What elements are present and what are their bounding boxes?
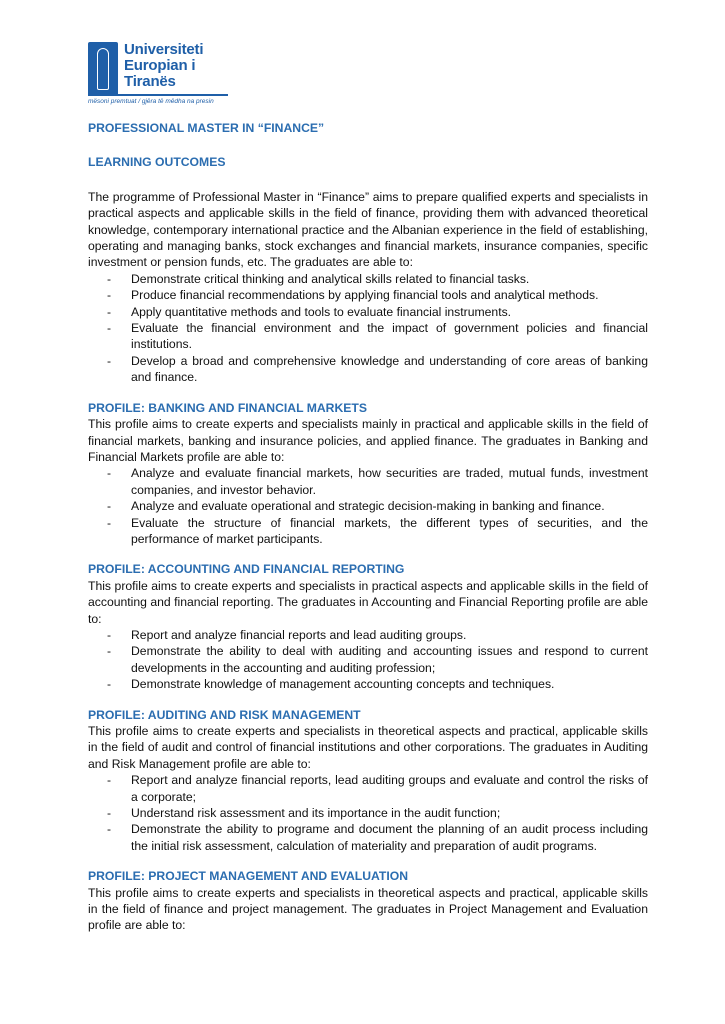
list-item-text: Report and analyze financial reports and lead auditing groups. <box>131 627 467 642</box>
document-body <box>88 120 648 934</box>
bullet-dash: - <box>107 271 112 286</box>
profile-banking-heading: PROFILE: BANKING AND FINANCIAL MARKETS <box>88 400 367 415</box>
list-item <box>88 287 648 303</box>
profile-accounting-intro: This profile aims to create experts and specialists in practical aspects and applicable skills in the field of accounting and financial reporting. The graduates in Accounting and Financial Reporting profile are able to: <box>88 578 648 626</box>
list-item-text: Produce financial recommendations by applying financial tools and analytical methods. <box>131 288 599 303</box>
logo-emblem <box>88 42 118 96</box>
list-item-text: Analyze and evaluate financial markets, how securities are traded, mutual funds, investment companies, and investor behavior. <box>131 466 648 497</box>
list-item <box>88 353 648 386</box>
logo-line-1: Universiteti <box>124 41 204 58</box>
list-item <box>88 515 648 548</box>
list-item-text: Demonstrate critical thinking and analytical skills related to financial tasks. <box>131 271 530 286</box>
list-item-text: Evaluate the structure of financial markets, the different types of securities, and the performance of market participants. <box>131 515 648 546</box>
list-item <box>88 805 648 821</box>
list-item-text: Evaluate the financial environment and the impact of government policies and financial institutions. <box>131 321 648 352</box>
list-item <box>88 821 648 854</box>
tower-icon <box>97 48 109 90</box>
profile-accounting-list <box>88 627 648 693</box>
list-item-text: Develop a broad and comprehensive knowledge and understanding of core areas of banking and finance. <box>131 353 648 385</box>
list-item <box>88 498 648 514</box>
logo-divider <box>88 94 228 96</box>
list-item <box>88 271 648 287</box>
profile-project-intro: This profile aims to create experts and specialists in theoretical aspects and practical, applicable skills in the field of finance and project management. The graduates in Project Management and Evaluation profile are able to: <box>88 885 648 933</box>
bullet-dash: - <box>107 822 112 837</box>
profile-auditing-heading: PROFILE: AUDITING AND RISK MANAGEMENT <box>88 707 361 722</box>
list-item-text: Report and analyze financial reports, lead auditing groups and evaluate and control the risks of a corporate; <box>131 773 648 804</box>
document-title: PROFESSIONAL MASTER IN “FINANCE” <box>88 121 325 135</box>
list-item <box>88 643 648 676</box>
learning-outcomes-heading: LEARNING OUTCOMES <box>88 155 226 170</box>
profile-project-heading: PROFILE: PROJECT MANAGEMENT AND EVALUATION <box>88 869 409 884</box>
list-item-text: Demonstrate the ability to deal with auditing and accounting issues and respond to current developments in the accounting and auditing profession; <box>131 644 648 675</box>
logo-line-2: Europian i <box>124 57 196 74</box>
list-item <box>88 465 648 498</box>
bullet-dash: - <box>107 515 112 530</box>
logo-tagline: mësoni premtuat / gjëra të mëdha na presin <box>88 98 214 105</box>
bullet-dash: - <box>107 677 112 692</box>
profile-accounting-heading: PROFILE: ACCOUNTING AND FINANCIAL REPORTING <box>88 562 405 577</box>
logo-line-3: Tiranës <box>124 73 176 90</box>
bullet-dash: - <box>107 304 112 319</box>
list-item-text: Demonstrate the ability to programe and document the planning of an audit process including the initial risk assessment, calculation of materiality and preparation of audit programs. <box>131 822 648 853</box>
university-logo <box>88 41 228 105</box>
profile-auditing-list <box>88 772 648 854</box>
list-item-text: Demonstrate knowledge of management accounting concepts and techniques. <box>131 677 555 692</box>
bullet-dash: - <box>107 806 112 821</box>
bullet-dash: - <box>107 627 112 642</box>
profile-banking-intro: This profile aims to create experts and specialists mainly in practical and applicable skills in the field of financial markets, banking and insurance policies, and applied finance. The graduates in Banking and Financial Markets profile are able to: <box>88 417 648 464</box>
list-item <box>88 320 648 353</box>
profile-auditing-intro: This profile aims to create experts and specialists in theoretical aspects and practical, applicable skills in the field of audit and control of financial institutions and other corporations. The graduates in Auditing and Risk Management profile are able to: <box>88 724 648 771</box>
profile-banking-list <box>88 465 648 547</box>
logo-wordmark <box>124 42 203 90</box>
list-item <box>88 676 648 692</box>
list-item <box>88 772 648 805</box>
list-item <box>88 304 648 320</box>
list-item-text: Understand risk assessment and its importance in the audit function; <box>131 806 501 821</box>
bullet-dash: - <box>107 288 112 303</box>
list-item <box>88 627 648 643</box>
bullet-dash: - <box>107 466 112 481</box>
learning-outcomes-list <box>88 271 648 386</box>
bullet-dash: - <box>107 773 112 788</box>
bullet-dash: - <box>107 353 112 368</box>
bullet-dash: - <box>107 644 112 659</box>
learning-outcomes-intro: The programme of Professional Master in “Finance” aims to prepare qualified experts and specialists in practical aspects and applicable skills in the field of finance, providing them with advanced theoretical knowledge, contemporary international practice and the Albanian experience in the field of establishing, operating and managing banks, stock exchanges and financial markets, insurance companies, specific investment or pension funds, etc. The graduates are able to: <box>88 189 648 270</box>
bullet-dash: - <box>107 499 112 514</box>
list-item-text: Analyze and evaluate operational and strategic decision-making in banking and finance. <box>131 499 605 514</box>
list-item-text: Apply quantitative methods and tools to evaluate financial instruments. <box>131 304 512 319</box>
bullet-dash: - <box>107 321 112 336</box>
